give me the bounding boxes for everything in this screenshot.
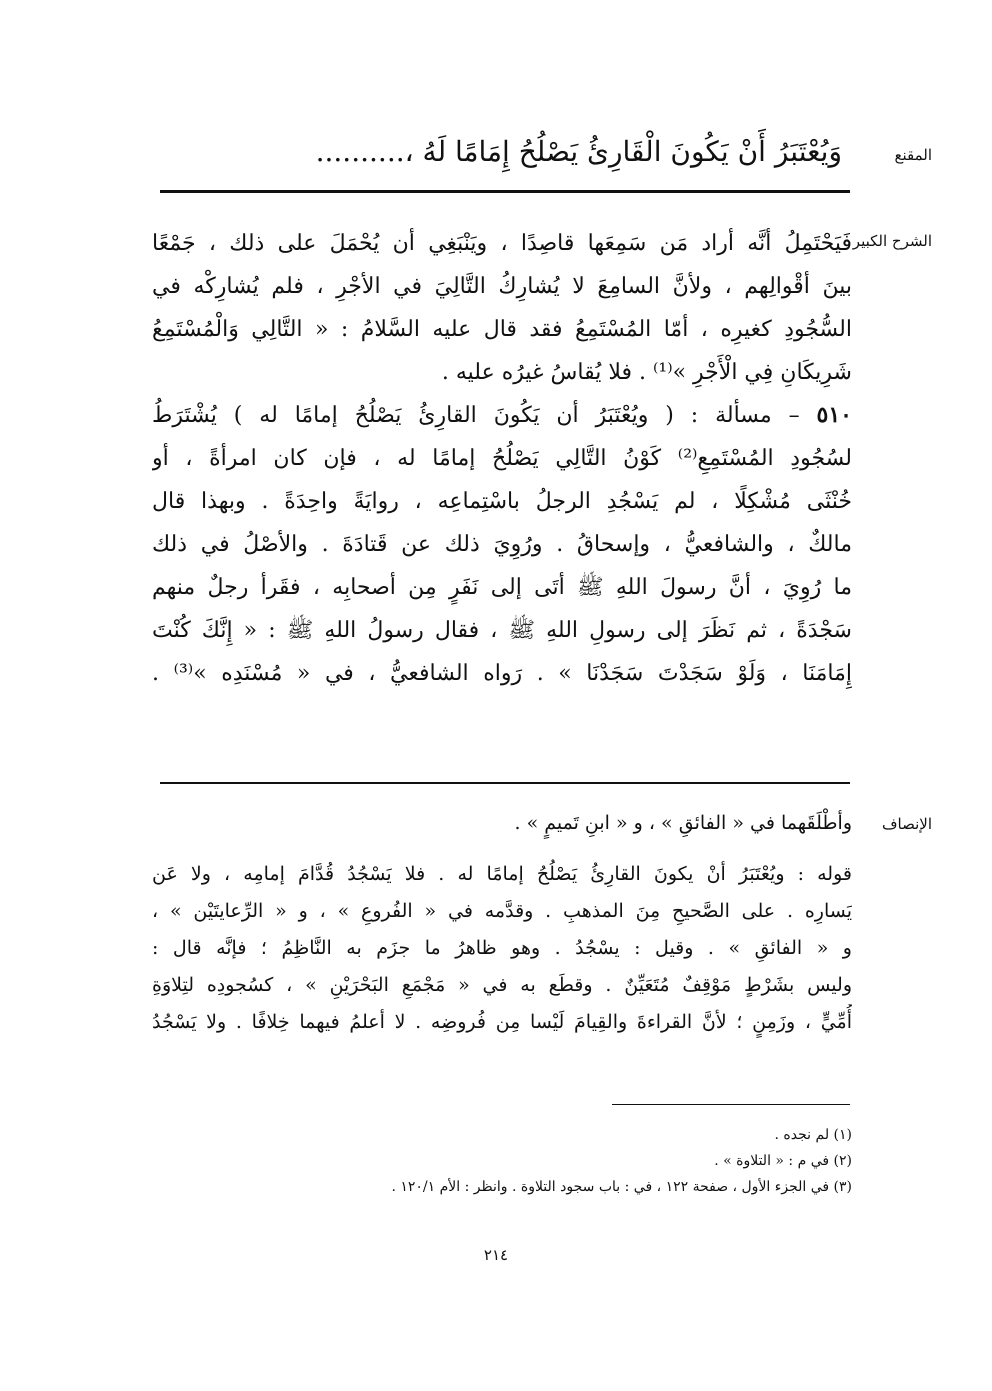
insaf-line: يَسارِه . على الصَّحيحِ مِنَ المذهبِ . وقدَّمه في « الفُروعِ » ، و « الرِّعايتَيْن » ، <box>152 900 852 922</box>
sharh-line: سَجْدَةً ، ثم نَظَرَ إلى رسولِ اللهِ ﷺ ، فقال رسولُ اللهِ ﷺ : « إِنَّكَ كُنْتَ <box>152 618 852 643</box>
footnote-1: (١) لم نجده . <box>774 1127 852 1143</box>
sharh-line: فَيَحْتَمِلُ أنَّه أراد مَن سَمِعَها قاصِدًا ، ويَنْبَغِي أن يُحْمَلَ على ذلك ، جَمْعًا <box>152 231 852 256</box>
sharh-line: خُنْثَى مُشْكِلًا ، لم يَسْجُدِ الرجلُ باسْتِماعِه ، روايَةً واحِدَةً . وبهذا قال <box>152 489 852 514</box>
footnote-rule <box>612 1104 850 1105</box>
section-label-sharh: الشرح الكبير <box>852 232 932 250</box>
sharh-line: إِمَامَنَا ، وَلَوْ سَجَدْتَ سَجَدْنَا » . رَواه الشافعيُّ ، في « مُسْنَدِه »⁽³⁾ . <box>152 661 852 686</box>
insaf-line: و « الفائقِ » . وقيل : يسْجُدُ . وهو ظاهرُ ما جزَم به النَّاظِمُ ؛ فإنَّه قال : <box>152 937 852 959</box>
footnotes-block <box>152 1122 852 1200</box>
footnote-3: (٣) في الجزء الأول ، صفحة ١٢٢ ، في : باب سجود التلاوة . وانظر : الأم ١٢٠/١ . <box>391 1179 852 1195</box>
sharh-line: بينَ أقْوالِهم ، ولأنَّ السامِعَ لا يُشارِكُ التَّالِيَ في الأجْرِ ، فلم يُشارِكْه في <box>152 274 852 299</box>
sharh-line: ما رُوِيَ ، أنَّ رسولَ اللهِ ﷺ أتَى إلى نَفَرٍ مِن أصحابِه ، فقَرأ رجلٌ منهم <box>152 575 852 600</box>
sharh-line: السُّجُودِ كغيرِه ، أمّا المُسْتَمِعُ فقد قال عليه السَّلامُ : « التَّالِي وَالْمُسْتَمِعُ <box>152 317 852 342</box>
muqni-text: وَيُعْتَبَرُ أَنْ يَكُونَ الْقَارِئُ يَصْلُحُ إِمَامًا لَهُ ،.......... <box>315 135 842 168</box>
insaf-line: وليس بشَرْطٍ مَوْقِفٌ مُتَعَيِّنٌ . وقطَع به في « مَجْمَعِ البَحْرَيْنِ » ، كسُجودِه لتِلاوَةِ <box>152 974 852 996</box>
insaf-line: وأطْلَقَهما في « الفائقِ » ، و « ابنِ تَميمٍ » . <box>514 812 852 834</box>
section-label-insaf: الإنصاف <box>881 815 932 833</box>
page-number: ٢١٤ <box>483 1246 509 1264</box>
insaf-line: أُمِّيٍّ ، وزَمِنٍ ؛ لأنَّ القراءةَ والقِيامَ لَيْسا مِن فُروضِه . لا أعلمُ فيهما خِلافًا . ولا يَسْجُدُ <box>152 1011 852 1033</box>
sharh-issue-line <box>152 394 852 437</box>
insaf-text-block <box>152 805 852 1041</box>
header-rule <box>160 190 850 193</box>
insaf-line: قوله : ويُعْتَبَرُ أنْ يكونَ القارِئُ يَصْلُحُ إمامًا له . فلا يَسْجُدُ قُدَّامَ إمامِه ، ولا عَن <box>152 863 852 885</box>
muqni-text-block <box>152 132 842 172</box>
sharh-line: مالكٌ ، والشافعيُّ ، وإسحاقُ . ورُوِيَ ذلك عن قَتادَةَ . والأصْلُ في ذلك <box>152 532 852 557</box>
issue-number: ٥١٠ <box>816 402 852 428</box>
sharh-line: شَرِيكَانِ فِي الْأَجْرِ »⁽¹⁾ . فلا يُقاسُ غيرُه عليه . <box>441 360 852 385</box>
sharh-text-block <box>152 222 852 695</box>
sharh-rule <box>160 782 850 784</box>
sharh-line: لسُجُودِ المُسْتَمِعِ⁽²⁾ كَوْنُ التَّالِي يَصْلُحُ إمامًا له ، فإن كان امرأةً ، أو <box>152 446 852 471</box>
section-label-muqni: المقنع <box>894 146 932 164</box>
footnote-2: (٢) في م : « التلاوة » . <box>714 1153 852 1169</box>
sharh-line: – مسألة : ( ويُعْتَبَرُ أن يَكُونَ القارِئُ يَصْلُحُ إمامًا له ) يُشْتَرَطُ <box>152 403 800 428</box>
